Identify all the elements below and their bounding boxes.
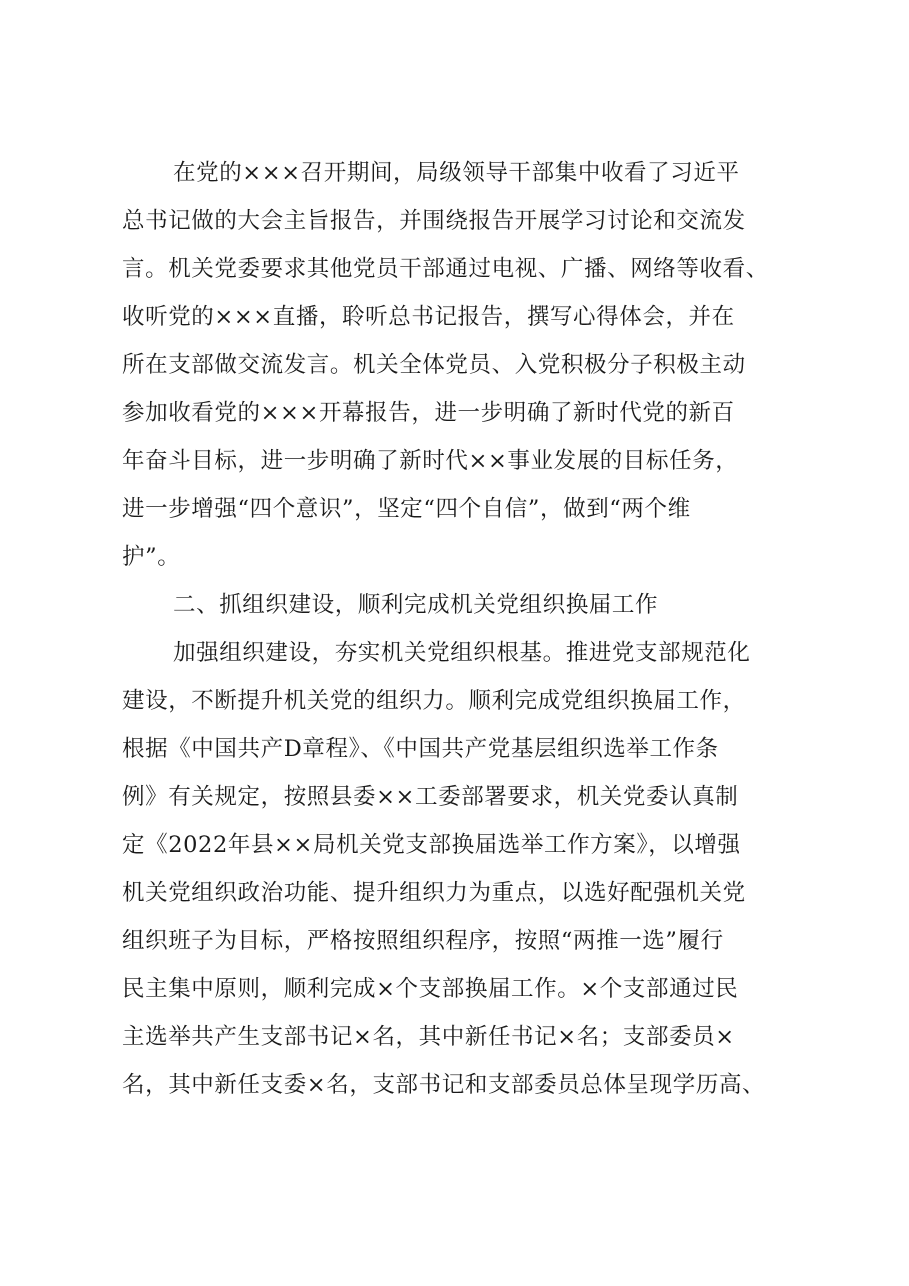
text-line-20: 名，其中新任支委×名，支部书记和支部委员总体呈现学历高、 xyxy=(122,1072,766,1098)
text-line-1: 在党的×××召开期间，局级领导干部集中收看了习近平 xyxy=(173,160,740,186)
text-line-15: 定《2022年县××局机关党支部换届选举工作方案》，以增强 xyxy=(122,832,741,858)
text-line-8: 进一步增强“四个意识”，坚定“四个自信”，做到“两个维 xyxy=(122,496,691,522)
text-line-5: 所在支部做交流发言。机关全体党员、入党积极分子积极主动 xyxy=(122,352,746,378)
text-line-13: 根据《中国共产D章程》、《中国共产党基层组织选举工作条 xyxy=(122,736,719,762)
section-heading: 二、抓组织建设，顺利完成机关党组织换届工作 xyxy=(173,592,659,618)
text-line-4: 收听党的×××直播，聆听总书记报告，撰写心得体会，并在 xyxy=(122,304,735,330)
text-line-18: 民主集中原则，顺利完成×个支部换届工作。×个支部通过民 xyxy=(122,976,739,1002)
text-line-6: 参加收看党的×××开幕报告，进一步明确了新时代党的新百 xyxy=(122,400,735,426)
text-line-19: 主选举共产生支部书记×名，其中新任书记×名；支部委员× xyxy=(122,1024,735,1050)
text-line-11: 加强组织建设，夯实机关党组织根基。推进党支部规范化 xyxy=(173,640,751,666)
text-line-16: 机关党组织政治功能、提升组织力为重点，以选好配强机关党 xyxy=(122,880,746,906)
text-line-12: 建设，不断提升机关党的组织力。顺利完成党组织换届工作， xyxy=(122,688,746,714)
text-line-9: 护”。 xyxy=(122,544,181,570)
text-line-17: 组织班子为目标，严格按照组织程序，按照“两推一选”履行 xyxy=(122,928,724,954)
text-line-2: 总书记做的大会主旨报告，并围绕报告开展学习讨论和交流发 xyxy=(122,208,746,234)
text-line-7: 年奋斗目标，进一步明确了新时代××事业发展的目标任务， xyxy=(122,448,739,474)
text-line-3: 言。机关党委要求其他党员干部通过电视、广播、网络等收看、 xyxy=(122,256,769,282)
text-line-14: 例》有关规定，按照县委××工委部署要求，机关党委认真制 xyxy=(122,784,739,810)
